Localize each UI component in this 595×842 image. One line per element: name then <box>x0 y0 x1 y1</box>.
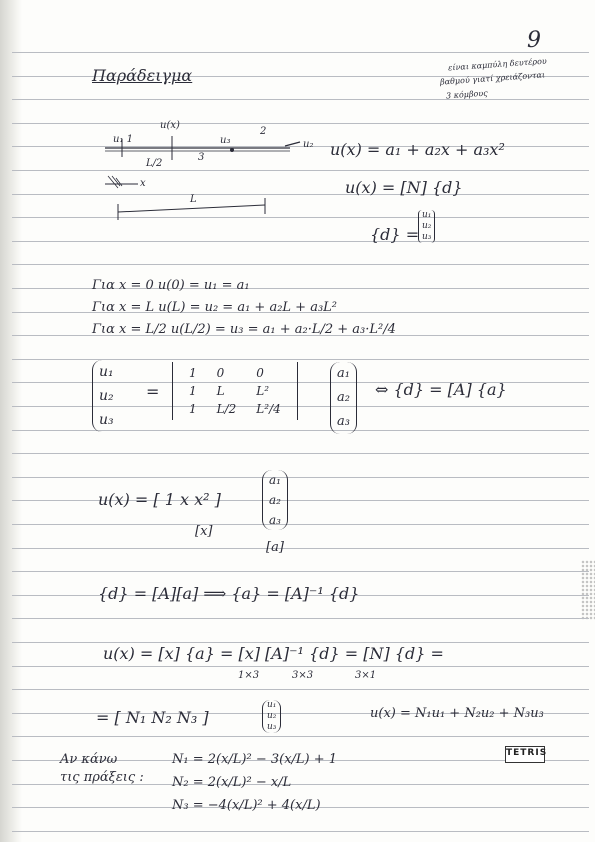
shape-vector-item: u₃ <box>267 722 277 732</box>
shape-vector <box>262 700 281 733</box>
matrix-cell: L²/4 <box>256 402 281 416</box>
N2-eq: N₂ = 2(x/L)² − x/L <box>172 775 292 790</box>
d-vector <box>418 210 435 243</box>
sketch-node3-label: 3 <box>198 152 205 163</box>
ux-label-x: [x] <box>195 524 213 539</box>
system-rhs-item: a₃ <box>337 414 350 429</box>
system-short: ⇔ {d} = [A] {a} <box>375 380 507 399</box>
shape-vector-item: u₁ <box>267 700 277 710</box>
system-lhs <box>92 360 139 432</box>
eq-inverse: {d} = [A][a] ⟹ {a} = [A]⁻¹ {d} <box>98 584 360 603</box>
side-note-1: είναι καμπύλη δευτέρου <box>447 56 548 73</box>
equals-sign: = <box>146 382 160 401</box>
system-matrix <box>172 362 298 420</box>
dim-2: 3×3 <box>292 670 314 681</box>
matrix-cell: L <box>216 384 225 398</box>
bc-2: Για x = L u(L) = u₂ = a₁ + a₂L + a₃L² <box>92 300 338 315</box>
sketch-half: L/2 <box>146 158 163 169</box>
N3-eq: N₃ = −4(x/L)² + 4(x/L) <box>172 798 321 813</box>
final-label-2: τις πράξεις : <box>60 770 144 785</box>
sketch-length: L <box>190 194 197 205</box>
system-rhs-item: a₂ <box>337 390 350 405</box>
dim-3: 3×1 <box>355 670 377 681</box>
system-lhs-item: u₃ <box>99 412 114 428</box>
sketch-node2: 2 <box>260 126 267 137</box>
shape-vector-item: u₂ <box>267 711 277 721</box>
system-rhs-item: a₁ <box>337 366 350 381</box>
sketch-node1: u₁ 1 <box>113 134 133 145</box>
eq-matrix-form: u(x) = [N] {d} <box>345 178 463 197</box>
eq-poly: u(x) = a₁ + a₂x + a₃x² <box>330 140 505 159</box>
eq-chain: u(x) = [x] {a} = [x] [A]⁻¹ {d} = [N] {d} = <box>103 644 444 663</box>
ux-vector-item: a₃ <box>269 513 281 527</box>
system-lhs-item: u₁ <box>99 364 114 380</box>
d-vector-item: u₃ <box>422 232 432 242</box>
matrix-cell: 1 <box>189 384 197 398</box>
matrix-cell: 0 <box>216 366 225 380</box>
sketch-ux: u(x) <box>160 120 180 131</box>
ux-vector-item: a₁ <box>269 473 281 487</box>
sketch-node2-disp: u₂ <box>303 139 314 150</box>
shape-row: = [ N₁ N₂ N₃ ] <box>96 708 209 727</box>
system-lhs-item: u₂ <box>99 388 114 404</box>
side-note-2: βαθμού γιατί χρειάζονται <box>439 70 546 87</box>
ux-vector-item: a₂ <box>269 493 281 507</box>
matrix-cell: 0 <box>256 366 264 380</box>
ux-vector <box>262 470 288 530</box>
shape-sum: u(x) = N₁u₁ + N₂u₂ + N₃u₃ <box>370 706 544 721</box>
matrix-cell: 1 <box>189 402 197 416</box>
matrix-cell: 1 <box>189 366 197 380</box>
bc-3: Για x = L/2 u(L/2) = u₃ = a₁ + a₂·L/2 + a₃·L²/4 <box>92 322 396 337</box>
matrix-cell: L² <box>256 384 270 398</box>
matrix-cell: L/2 <box>216 402 237 416</box>
ux-label-a: [a] <box>266 540 284 555</box>
N1-eq: N₁ = 2(x/L)² − 3(x/L) + 1 <box>172 752 338 767</box>
side-note-3: 3 κόμβους <box>445 88 488 101</box>
page-title: Παράδειγμα <box>92 66 193 85</box>
final-label-1: Αν κάνω <box>60 752 118 767</box>
bc-1: Για x = 0 u(0) = u₁ = a₁ <box>92 278 250 293</box>
d-vector-item: u₁ <box>422 210 432 220</box>
sketch-node3: u₃ <box>220 135 231 146</box>
stamp-logo: TETRIS <box>505 746 545 763</box>
page-number: 9 <box>527 28 541 53</box>
sketch-x-axis: x <box>140 178 146 189</box>
ux-row: u(x) = [ 1 x x² ] <box>98 490 221 509</box>
d-vector-item: u₂ <box>422 221 432 231</box>
dim-1: 1×3 <box>238 670 260 681</box>
system-rhs <box>330 362 357 434</box>
eq-d-def: {d} = <box>370 225 420 244</box>
